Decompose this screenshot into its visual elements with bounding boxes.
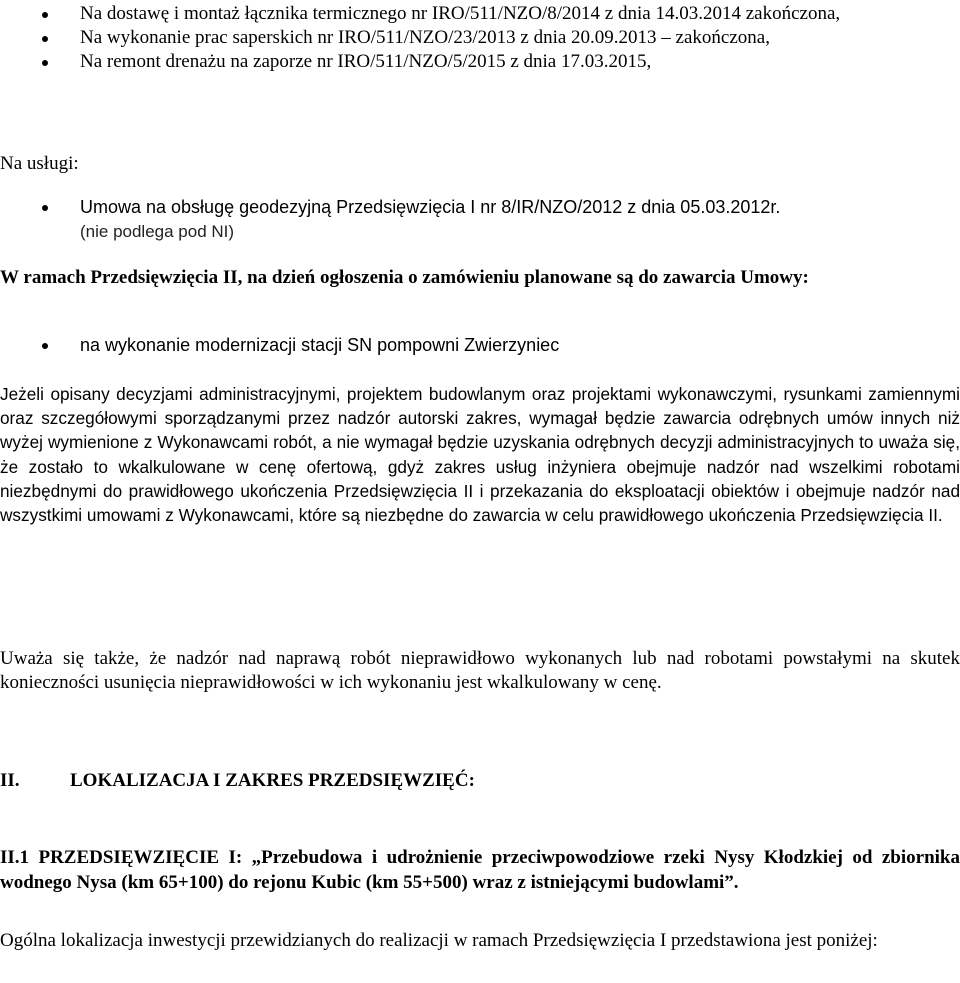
services-heading-block	[0, 152, 960, 176]
list-item-text: na wykonanie modernizacji stacji SN pompowni Zwierzyniec	[80, 335, 560, 355]
services-heading: Na usługi:	[0, 153, 79, 174]
services-list	[0, 195, 960, 244]
contracts-list	[0, 2, 960, 74]
planned-contracts-intro	[0, 266, 960, 290]
list-item-text: Na wykonanie prac saperskich nr IRO/511/NZO/23/2013 z dnia 20.09.2013 – zakończona,	[80, 27, 770, 48]
bullet-icon	[42, 60, 48, 66]
section-heading-block	[0, 769, 960, 793]
bullet-icon	[42, 36, 48, 42]
bullet-icon	[42, 205, 48, 211]
list-item-text: Na remont drenażu na zaporze nr IRO/511/NZO/5/2015 z dnia 17.03.2015,	[80, 51, 652, 72]
paragraph: Uważa się także, że nadzór nad naprawą robót nieprawidłowo wykonanych lub nad robotami powstałymi na skutek konieczności usunięcia nieprawidłowości w ich wykonaniu jest wkalkulowany w cenę.	[0, 648, 960, 693]
list-item	[0, 2, 960, 26]
list-item	[0, 50, 960, 74]
paragraph-block	[0, 929, 960, 953]
section-number: II.	[0, 770, 20, 791]
bullet-icon	[42, 343, 48, 349]
subsection-title: II.1 PRZEDSIĘWZIĘCIE I: „Przebudowa i udrożnienie przeciwpowodziowe rzeki Nysy Kłodzkiej od zbiornika wodnego Nysa (km 65+100) do rejonu Kubic (km 55+500) wraz z istniejącymi budowlami”.	[0, 847, 960, 893]
list-item-text: Na dostawę i montaż łącznika termicznego nr IRO/511/NZO/8/2014 z dnia 14.03.2014 zakończona,	[80, 3, 841, 24]
section-heading	[0, 769, 960, 793]
planned-contracts-list	[0, 333, 960, 357]
section-title: LOKALIZACJA I ZAKRES PRZEDSIĘWZIĘĆ:	[70, 770, 475, 791]
intro-text: W ramach Przedsięwzięcia II, na dzień ogłoszenia o zamówieniu planowane są do zawarcia Umowy:	[0, 267, 809, 288]
list-item	[0, 195, 960, 244]
bullet-icon	[42, 12, 48, 18]
paragraph: Ogólna lokalizacja inwestycji przewidzianych do realizacji w ramach Przedsięwzięcia I przedstawiona jest poniżej:	[0, 930, 878, 951]
paragraph-block	[0, 647, 960, 695]
paragraph: Jeżeli opisany decyzjami administracyjnymi, projektem budowlanym oraz projektami wykonawczymi, rysunkami zamiennymi oraz szczegółowymi sporządzanymi przez nadzór autorski zakres, wymagał będzie zawarcia odrębnych umów innych niż wyżej wymienione z Wykonawcami robót, a nie wymagał będzie uzyskania odrębnych decyzji administracyjnych to uważa się, że zostało to wkalkulowane w cenę ofertową, gdyż zakres usług inżyniera obejmuje nadzór nad wszelkimi robotami niezbędnymi do prawidłowego ukończenia Przedsięwzięcia II i przekazania do eksploatacji obiektów i obejmuje nadzór nad wszystkimi umowami z Wykonawcami, które są niezbędne do zawarcia w celu prawidłowego ukończenia Przedsięwzięcia II.	[0, 384, 960, 526]
list-item-note: (nie podlega pod NI)	[80, 222, 235, 241]
list-item-text: Umowa na obsługę geodezyjną Przedsięwzięcia I nr 8/IR/NZO/2012 z dnia 05.03.2012r.	[80, 197, 781, 217]
list-item	[0, 26, 960, 50]
paragraph-block	[0, 382, 960, 527]
list-item	[0, 333, 960, 357]
subsection-block	[0, 845, 960, 895]
